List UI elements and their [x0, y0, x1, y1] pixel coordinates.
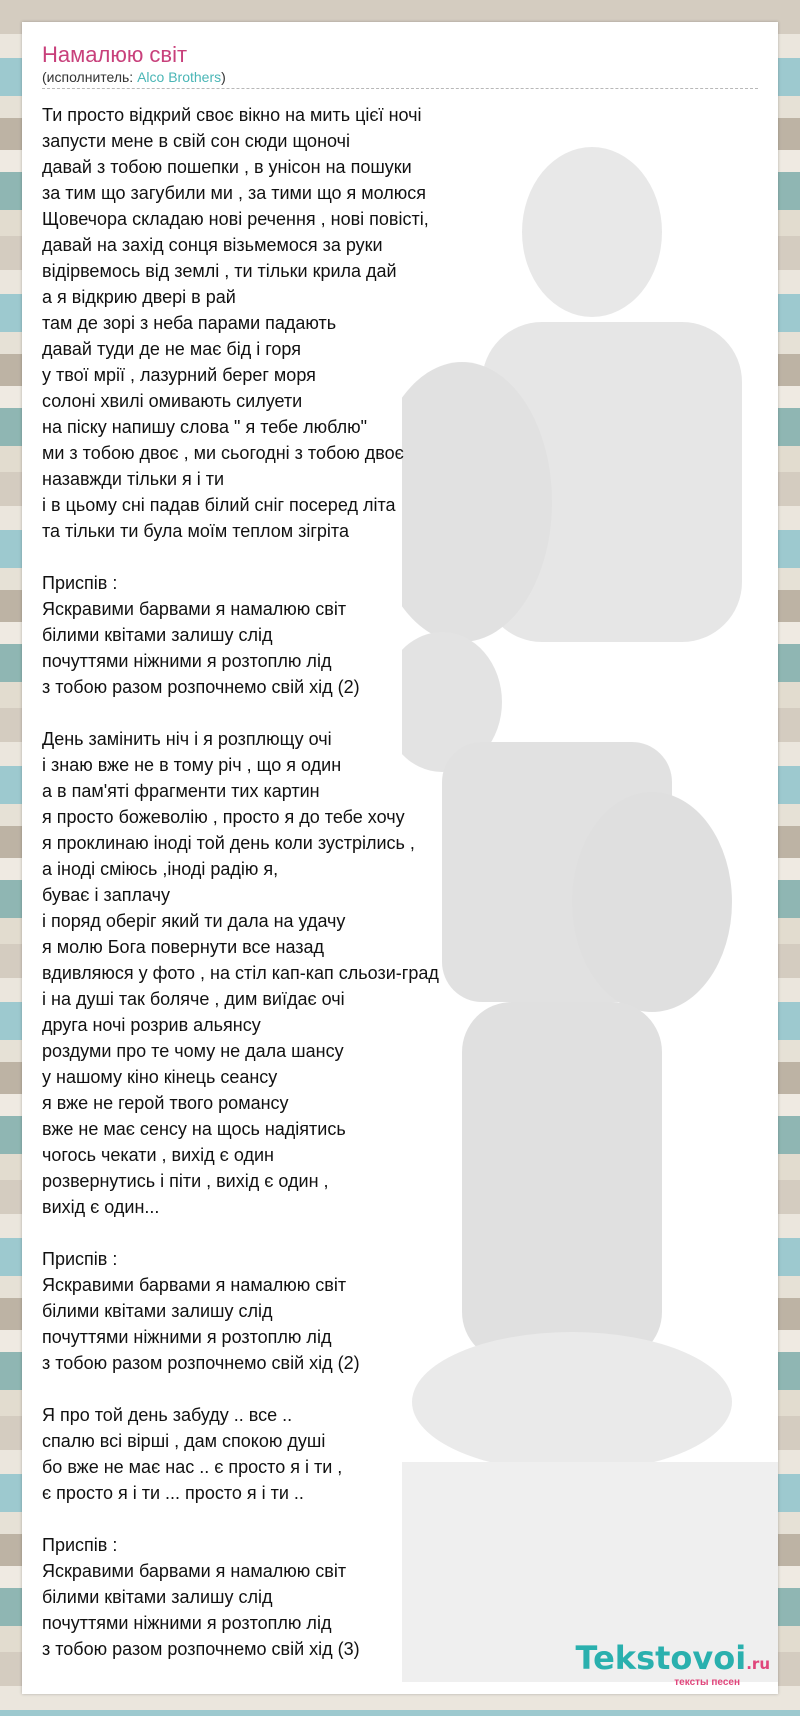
lyrics-line: спалю всі вірші , дам спокою душі	[42, 1431, 326, 1451]
lyrics-line: а я відкрию двері в рай	[42, 287, 236, 307]
lyrics-line: з тобою разом розпочнемо свій хід (2)	[42, 1353, 360, 1373]
lyrics-line: за тим що загубили ми , за тими що я молюся	[42, 183, 427, 203]
logo-tld: .ru	[746, 1655, 770, 1673]
lyrics-line: я просто божеволію , просто я до тебе хочу	[42, 807, 405, 827]
artist-link[interactable]: Alco Brothers	[137, 69, 222, 85]
lyrics-line: День замінить ніч і я розплющу очі	[42, 729, 332, 749]
lyrics-line: Ти просто відкрий своє вікно на мить цієї ночі	[42, 105, 422, 125]
song-header	[42, 42, 758, 89]
lyrics-text	[42, 102, 758, 1662]
lyrics-blank-line	[42, 1376, 758, 1402]
lyrics-line: солоні хвилі омивають силуети	[42, 391, 303, 411]
lyrics-blank-line	[42, 700, 758, 726]
lyrics-line: і на душі так боляче , дим виїдає очі	[42, 989, 345, 1009]
logo-tagline: тексты песен	[674, 1677, 740, 1688]
site-logo[interactable]	[576, 1641, 770, 1688]
lyrics-line: вдивляюся у фото , на стіл кап-кап сльози-град	[42, 963, 439, 983]
lyrics-line: Яскравими барвами я намалюю світ	[42, 1275, 347, 1295]
lyrics-line: там де зорі з неба парами падають	[42, 313, 337, 333]
lyrics-line: запусти мене в свій сон сюди щоночі	[42, 131, 350, 151]
lyrics-line: я вже не герой твого романсу	[42, 1093, 289, 1113]
lyrics-line: білими квітами залишу слід	[42, 1587, 273, 1607]
lyrics-line: друга ночі розрив альянсу	[42, 1015, 261, 1035]
lyrics-line: білими квітами залишу слід	[42, 625, 273, 645]
artist-suffix: )	[221, 69, 226, 85]
lyrics-line: вже не має сенсу на щось надіятись	[42, 1119, 346, 1139]
lyrics-line: і в цьому сні падав білий сніг посеред літа	[42, 495, 396, 515]
lyrics-line: Приспів :	[42, 573, 118, 593]
lyrics-line: а в пам'яті фрагменти тих картин	[42, 781, 320, 801]
lyrics-line: давай туди де не має бід і горя	[42, 339, 301, 359]
lyrics-line: та тільки ти була моїм теплом зігріта	[42, 521, 349, 541]
lyrics-line: почуттями ніжними я розтоплю лід	[42, 1327, 332, 1347]
song-title: Намалюю світ	[42, 42, 188, 67]
lyrics-line: у нашому кіно кінець сеансу	[42, 1067, 278, 1087]
lyrics-blank-line	[42, 1506, 758, 1532]
logo-wordmark	[576, 1641, 770, 1681]
lyrics-line: Яскравими барвами я намалюю світ	[42, 599, 347, 619]
lyrics-line: чогось чекати , вихід є один	[42, 1145, 274, 1165]
lyrics-line: Я про той день забуду .. все ..	[42, 1405, 293, 1425]
lyrics-line: розвернутись і піти , вихід є один ,	[42, 1171, 329, 1191]
lyrics-line: Приспів :	[42, 1535, 118, 1555]
lyrics-line: Щовечора складаю нові речення , нові повісті,	[42, 209, 429, 229]
lyrics-line: з тобою разом розпочнемо свій хід (3)	[42, 1639, 360, 1659]
lyrics-line: вихід є один...	[42, 1197, 160, 1217]
lyrics-line: є просто я і ти ... просто я і ти ..	[42, 1483, 304, 1503]
logo-name: Tekstovoi	[575, 1639, 747, 1677]
lyrics-line: з тобою разом розпочнемо свій хід (2)	[42, 677, 360, 697]
lyrics-line: роздуми про те чому не дала шансу	[42, 1041, 344, 1061]
lyrics-line: і знаю вже не в тому річ , що я один	[42, 755, 342, 775]
lyrics-line: почуттями ніжними я розтоплю лід	[42, 1613, 332, 1633]
lyrics-line: бо вже не має нас .. є просто я і ти ,	[42, 1457, 343, 1477]
artist-line	[42, 68, 758, 86]
lyrics-line: і поряд оберіг який ти дала на удачу	[42, 911, 346, 931]
lyrics-line: на піску напишу слова " я тебе люблю"	[42, 417, 368, 437]
lyrics-line: Яскравими барвами я намалюю світ	[42, 1561, 347, 1581]
lyrics-line: назавжди тільки я і ти	[42, 469, 225, 489]
artist-prefix: (исполнитель:	[42, 69, 138, 85]
lyrics-line: буває і заплачу	[42, 885, 170, 905]
lyrics-line: відірвемось від землі , ти тільки крила дай	[42, 261, 397, 281]
lyrics-blank-line	[42, 544, 758, 570]
lyrics-line: давай з тобою пошепки , в унісон на пошуки	[42, 157, 412, 177]
lyrics-line: білими квітами залишу слід	[42, 1301, 273, 1321]
lyrics-card	[22, 22, 778, 1694]
lyrics-blank-line	[42, 1220, 758, 1246]
lyrics-line: я проклинаю іноді той день коли зустрілись ,	[42, 833, 415, 853]
lyrics-line: давай на захід сонця візьмемося за руки	[42, 235, 383, 255]
lyrics-line: у твої мрії , лазурний берег моря	[42, 365, 316, 385]
lyrics-line: Приспів :	[42, 1249, 118, 1269]
lyrics-line: я молю Бога повернути все назад	[42, 937, 325, 957]
lyrics-line: почуттями ніжними я розтоплю лід	[42, 651, 332, 671]
lyrics-line: ми з тобою двоє , ми сьогодні з тобою двоє	[42, 443, 404, 463]
lyrics-line: а іноді сміюсь ,іноді радію я,	[42, 859, 279, 879]
